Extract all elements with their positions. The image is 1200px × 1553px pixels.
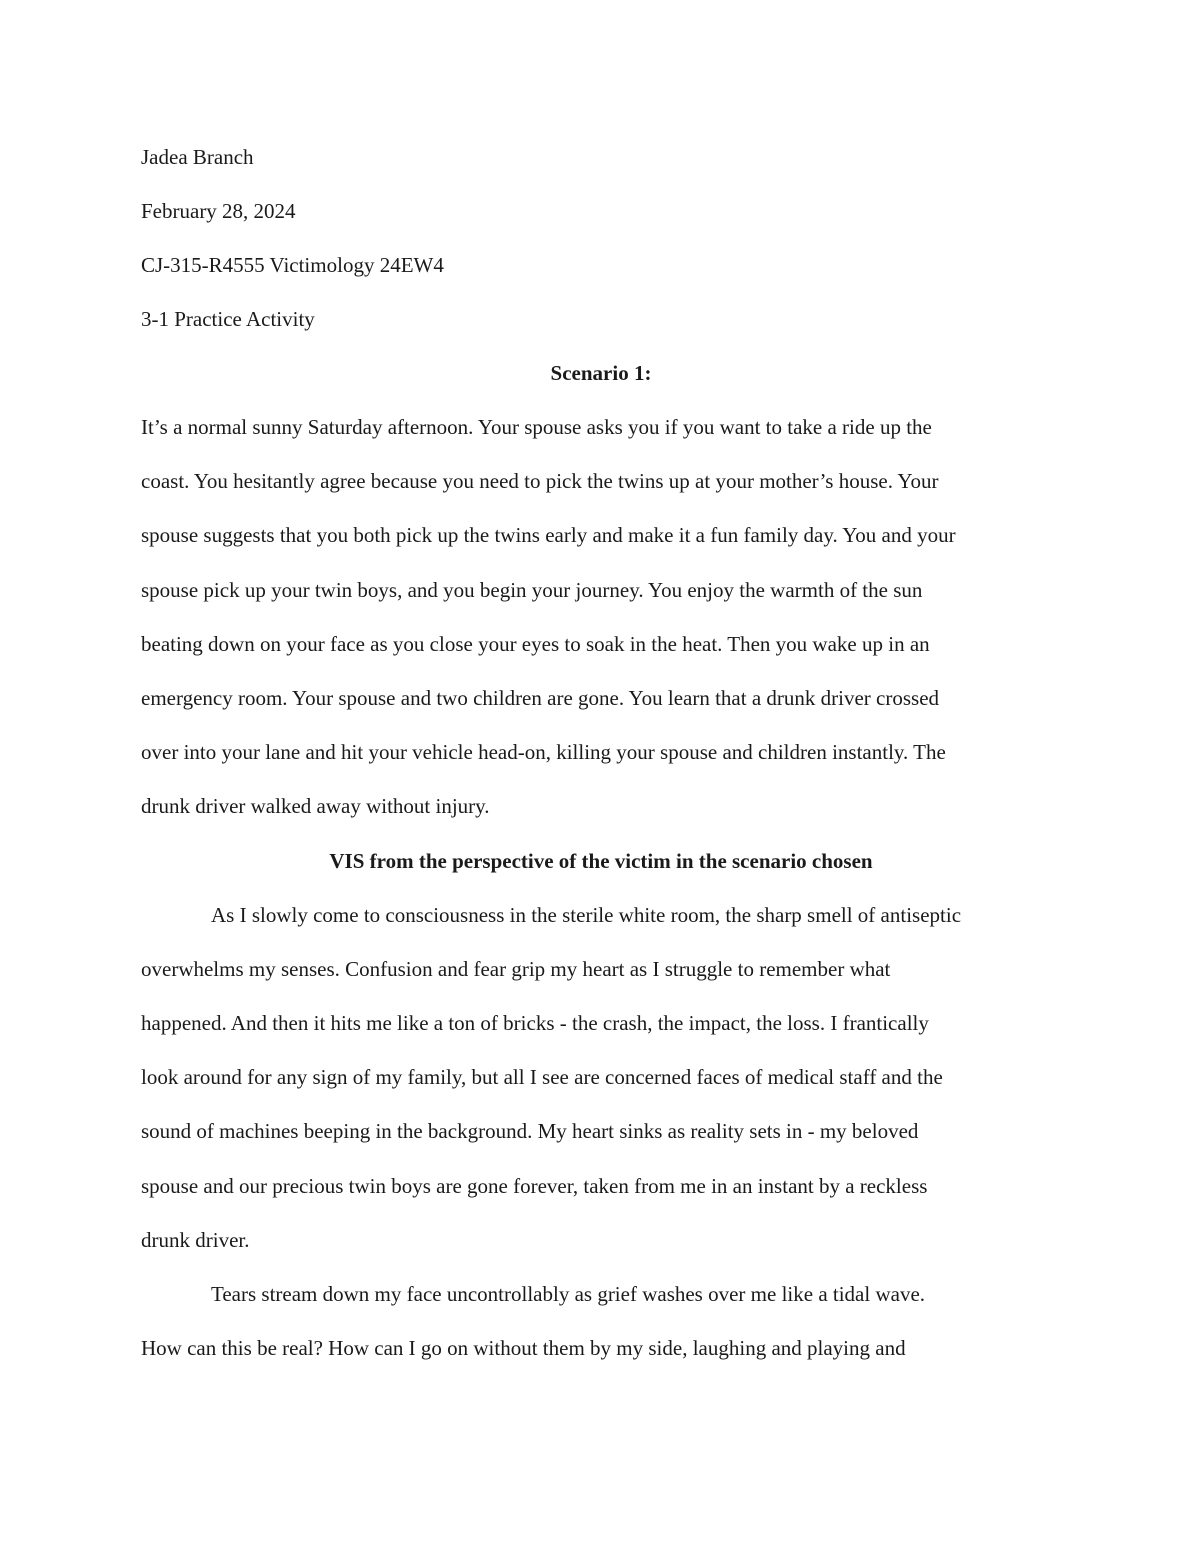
text-line: spouse and our precious twin boys are gone forever, taken from me in an instant by a reckless	[141, 1173, 928, 1198]
text-line: emergency room. Your spouse and two children are gone. You learn that a drunk driver crossed	[141, 686, 940, 711]
assignment-title: 3-1 Practice Activity	[141, 307, 315, 331]
text-line: overwhelms my senses. Confusion and fear grip my heart as I struggle to remember what	[141, 956, 891, 981]
document-page	[141, 130, 1061, 1375]
text-line: beating down on your face as you close your eyes to soak in the heat. Then you wake up in an	[141, 631, 930, 656]
text-line: How can this be real? How can I go on without them by my side, laughing and playing and	[141, 1336, 906, 1361]
text-line: spouse pick up your twin boys, and you begin your journey. You enjoy the warmth of the sun	[141, 577, 923, 602]
text-line: over into your lane and hit your vehicle head-on, killing your spouse and children instantly. The	[141, 740, 946, 765]
text-line: look around for any sign of my family, but all I see are concerned faces of medical staff and the	[141, 1065, 943, 1090]
text-line: As I slowly come to consciousness in the sterile white room, the sharp smell of antiseptic	[211, 902, 962, 927]
course-name: CJ-315-R4555 Victimology 24EW4	[141, 253, 444, 277]
text-line: coast. You hesitantly agree because you need to pick the twins up at your mother’s house. Your	[141, 469, 939, 494]
text-line: Tears stream down my face uncontrollably as grief washes over me like a tidal wave.	[211, 1282, 926, 1307]
text-line: happened. And then it hits me like a ton of bricks - the crash, the impact, the loss. I frantically	[141, 1011, 929, 1036]
text-line: sound of machines beeping in the background. My heart sinks as reality sets in - my beloved	[141, 1119, 919, 1144]
vis-paragraph-1	[141, 888, 1061, 1267]
scenario-heading: Scenario 1:	[550, 361, 652, 385]
text-line: drunk driver walked away without injury.	[141, 794, 490, 819]
scenario-paragraph	[141, 400, 1061, 834]
document-date: February 28, 2024	[141, 199, 296, 223]
author-name: Jadea Branch	[141, 145, 254, 169]
text-line: spouse suggests that you both pick up the twins early and make it a fun family day. You and your	[141, 523, 956, 548]
text-line: drunk driver.	[141, 1227, 250, 1252]
vis-paragraph-2	[141, 1267, 1061, 1375]
vis-heading: VIS from the perspective of the victim in the scenario chosen	[329, 848, 873, 873]
text-line: It’s a normal sunny Saturday afternoon. Your spouse asks you if you want to take a ride up the	[141, 415, 932, 439]
